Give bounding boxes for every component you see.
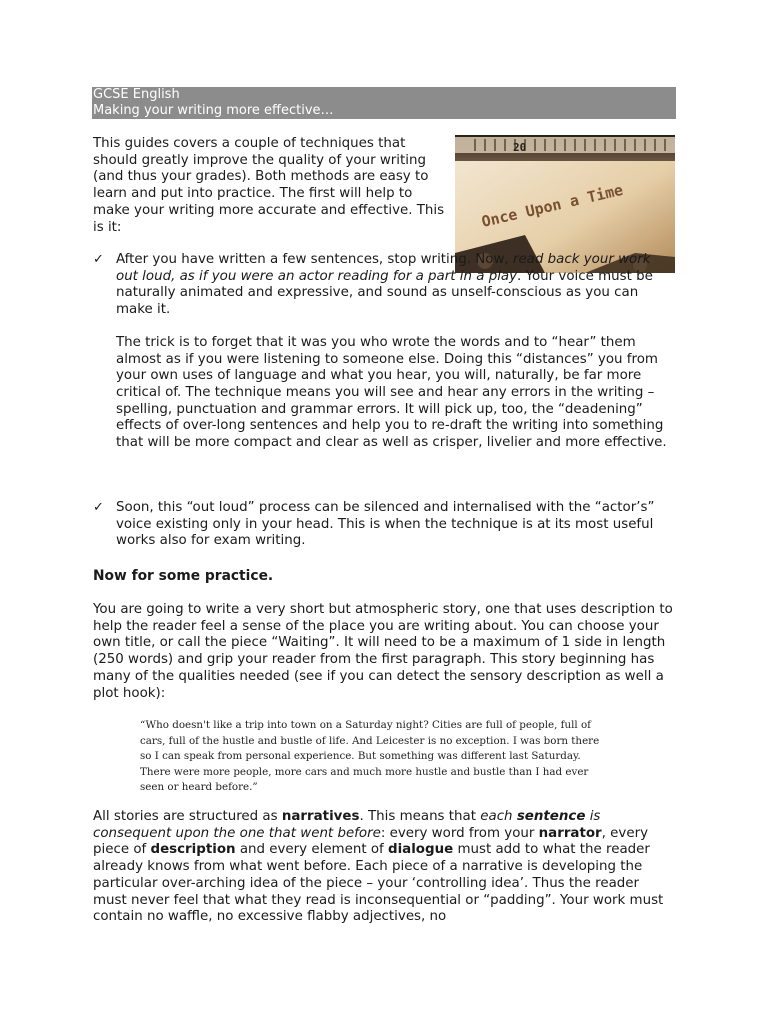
header-title: Making your writing more effective…: [93, 103, 334, 118]
italic-run: each: [480, 809, 517, 824]
bullet-text: Soon, this “out loud” process can be silenced and internalised with the “actor’s” voice existing only in your head. This is when the technique is at its most useful works also for exam writing.: [116, 500, 655, 549]
bullet-text-start: After you have written a few sentences, stop writing. Now,: [116, 252, 513, 267]
bold-term: dialogue: [388, 842, 454, 858]
bold-term: narrator: [538, 825, 602, 841]
paragraph-gap: [116, 319, 676, 335]
typewriter-counter: 20: [513, 141, 527, 154]
story-quote: “Who doesn't like a trip into town on a Saturday night? Cities are full of people, full of cars, full of the hustle and bustle of life. And Leicester is no exception. I was born there so I can speak from personal experience. But something was different last Saturday. There were more people, more cars and much more hustle and bustle than I had ever seen or heard before.”: [140, 719, 600, 794]
text-run: , every piece of: [93, 825, 649, 858]
bullet-item-read-aloud: [93, 252, 676, 487]
bold-term: narratives: [281, 809, 360, 824]
checkmark-icon: ✓: [93, 500, 104, 515]
italic-run: is consequent upon the one that went before: [93, 809, 601, 841]
bold-term: description: [150, 842, 236, 858]
intro-paragraph: This guides covers a couple of techniques that should greatly improve the quality of your writing (and thus your grades). Both methods are easy to learn and put into practice. The first will help to make your writing more accurate and effective. This is it:: [93, 136, 445, 235]
checkmark-icon: ✓: [93, 252, 104, 267]
bullet-text-italic: read back your work out loud, as if you were an actor reading for a part in a play: [116, 252, 651, 284]
text-run: must add to what the reader already knows from what went before. Each piece of a narrative is developing the particular over-arching idea of the piece – your ‘controlling idea’. Thus the reader must never feel that what they read is inconsequential or “padding”. Your work must contain no waffle, no excessive flabby adjectives, no: [93, 842, 664, 925]
header-subject: GCSE English: [93, 87, 180, 102]
section-heading: Now for some practice.: [93, 568, 274, 584]
text-run: . This means that: [359, 809, 481, 824]
bold-italic-term: sentence: [516, 809, 586, 824]
text-run: and every element of: [235, 842, 388, 858]
typed-caption: Once Upon a Time: [479, 180, 625, 231]
bullet-second-paragraph: The trick is to forget that it was you who wrote the words and to “hear” them almost as if you were listening to someone else. Doing this “distances” you from your own uses of language and what you hear, you will, naturally, be far more critical of. The technique means you will see and hear any errors in the writing – spelling, punctuation and grammar errors. It will pick up, too, the “deadening” effects of over-long sentences and help you to re-draft the writing into something that will be more compact and clear as well as crisper, livelier and more effective.: [116, 334, 667, 451]
bullet-text-end: . Your voice must be naturally animated and expressive, and sound as unself-conscious as you can make it.: [116, 268, 653, 318]
bullet-item-internalise: [93, 500, 676, 552]
practice-paragraph: You are going to write a very short but atmospheric story, one that uses description to help the reader feel a sense of the place you are writing about. You can choose your own title, or call the piece “Waiting”. It will need to be a maximum of 1 side in length (250 words) and grip your reader from the first paragraph. This story beginning has many of the qualities needed (see if you can detect the sensory description as well a plot hook):: [93, 602, 673, 701]
bullet-text: [116, 252, 676, 452]
text-run: : every word from your: [380, 825, 539, 841]
text-run: All stories are structured as: [93, 809, 282, 824]
header-banner: [92, 87, 676, 119]
narratives-paragraph: [93, 809, 677, 926]
